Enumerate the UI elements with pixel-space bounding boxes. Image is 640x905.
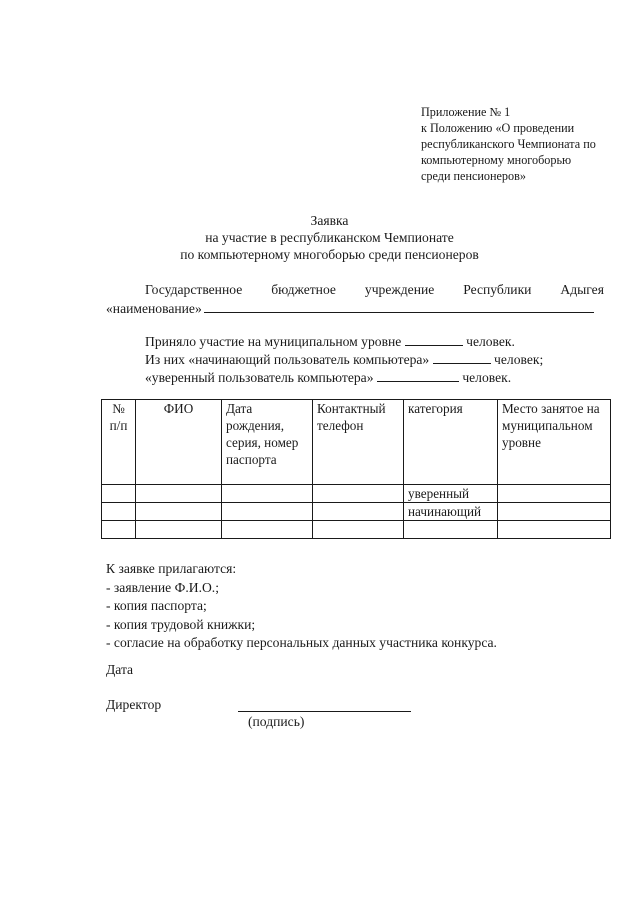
participation-text: «уверенный пользователь компьютера» (145, 370, 374, 385)
organization-name-line (106, 300, 594, 317)
table-row (102, 521, 611, 539)
title-line: на участие в республиканском Чемпионате (205, 230, 454, 245)
organization-name-label: «наименование» (106, 301, 202, 316)
beginner-count-field[interactable] (433, 351, 491, 364)
appendix-line: республиканского Чемпионата по (421, 137, 596, 151)
participation-text: человек. (466, 334, 515, 349)
header-number: № п/п (102, 400, 136, 485)
participation-text: Приняло участие на муниципальном уровне (145, 334, 402, 349)
table-cell[interactable] (136, 485, 222, 503)
table-cell[interactable] (102, 503, 136, 521)
attachments-block (106, 560, 497, 653)
participation-line (145, 369, 543, 387)
signature-field[interactable] (238, 711, 411, 712)
organization-name-field[interactable] (204, 300, 594, 313)
attachments-intro: К заявке прилагаются: (106, 561, 237, 576)
director-label: Директор (106, 697, 162, 712)
table-cell[interactable] (136, 521, 222, 539)
appendix-line: компьютерному многоборью (421, 153, 572, 167)
header-place: Место занятое на муниципальном уровне (498, 400, 611, 485)
category-cell: уверенный (404, 485, 498, 503)
document-title (100, 212, 559, 263)
participation-line (145, 351, 543, 369)
org-word: Государственное (145, 282, 243, 297)
table-cell[interactable] (498, 485, 611, 503)
org-word: Республики (463, 282, 532, 297)
title-line: по компьютерному многоборью среди пенсионеров (180, 247, 479, 262)
signature-caption: (подпись) (248, 714, 305, 729)
table-row (102, 485, 611, 503)
attachment-item: - копия трудовой книжки; (106, 616, 256, 632)
participation-block (145, 333, 543, 387)
title-line: Заявка (310, 213, 349, 228)
org-word: Адыгея (560, 282, 604, 297)
table-cell[interactable] (313, 503, 404, 521)
table-cell[interactable] (313, 521, 404, 539)
table-cell[interactable] (222, 521, 313, 539)
table-cell[interactable] (313, 485, 404, 503)
date-label: Дата (106, 662, 134, 677)
attachment-item: - согласие на обработку персональных данных участника конкурса. (106, 635, 497, 650)
participation-text: человек; (494, 352, 544, 367)
appendix-note (421, 104, 621, 184)
header-fio: ФИО (136, 400, 222, 485)
category-cell: начинающий (404, 503, 498, 521)
organization-line (145, 282, 604, 298)
participants-table (101, 399, 611, 539)
attachment-item: - копия паспорта; (106, 598, 207, 613)
attachment-item: - заявление Ф.И.О.; (106, 579, 219, 595)
table-cell[interactable] (102, 521, 136, 539)
table-cell[interactable] (498, 521, 611, 539)
participation-text: человек. (462, 370, 512, 385)
header-birth-passport: Дата рождения, серия, номер паспорта (222, 400, 313, 485)
org-word: учреждение (364, 282, 435, 297)
header-category: категория (404, 400, 498, 485)
confident-count-field[interactable] (377, 369, 459, 382)
participation-line (145, 333, 543, 351)
table-row (102, 503, 611, 521)
header-phone: Контактный телефон (313, 400, 404, 485)
table-cell[interactable] (102, 485, 136, 503)
table-cell[interactable] (136, 503, 222, 521)
table-header-row (102, 400, 611, 485)
participation-text: Из них «начинающий пользователь компьютера» (145, 352, 430, 367)
org-word: бюджетное (271, 282, 336, 297)
municipal-count-field[interactable] (405, 333, 463, 346)
table-cell[interactable] (498, 503, 611, 521)
appendix-line: среди пенсионеров» (421, 169, 526, 183)
appendix-line: к Положению «О проведении (421, 121, 575, 135)
table-cell[interactable] (222, 503, 313, 521)
table-cell[interactable] (222, 485, 313, 503)
appendix-line: Приложение № 1 (421, 105, 511, 119)
table-cell[interactable] (404, 521, 498, 539)
